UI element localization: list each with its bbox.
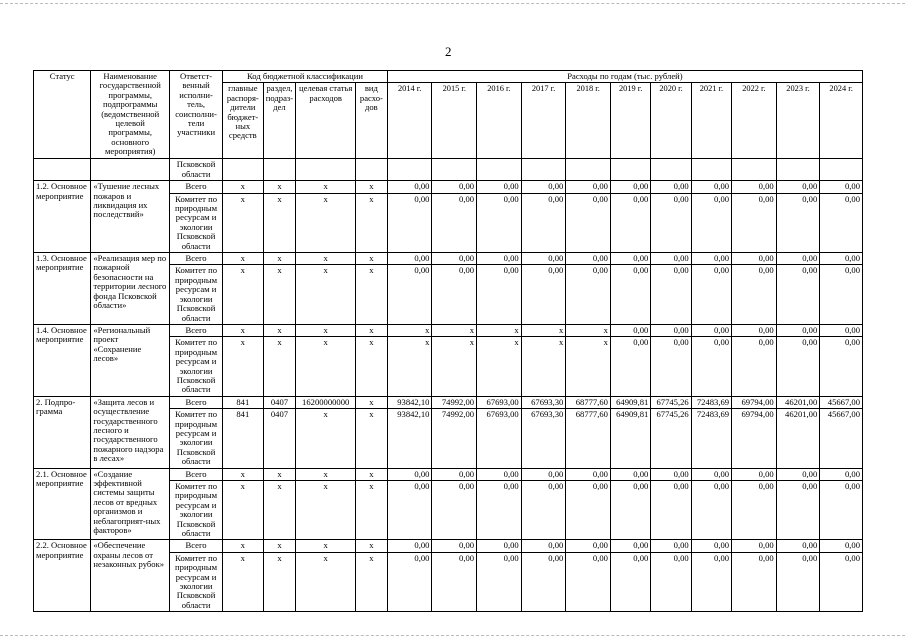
header-year: 2024 г. bbox=[820, 83, 863, 159]
expense-cell: 0,00 bbox=[521, 552, 566, 611]
expense-cell: 64909,81 bbox=[610, 396, 650, 408]
program-name: «Региональный проект «Сохранение лесов» bbox=[91, 324, 170, 396]
carry-over-row bbox=[34, 159, 863, 181]
expense-cell: 0,00 bbox=[820, 324, 863, 336]
program-row-total bbox=[34, 253, 863, 265]
program-row-total bbox=[34, 396, 863, 408]
expense-cell: 68777,60 bbox=[566, 409, 611, 468]
expense-cell: 0,00 bbox=[732, 337, 777, 396]
bk-code-cell: x bbox=[355, 552, 387, 611]
bk-code-cell: 16200000000 bbox=[296, 396, 356, 408]
expense-cell: 0,00 bbox=[610, 552, 650, 611]
expense-cell: 0,00 bbox=[776, 324, 820, 336]
executor-cell: Всего bbox=[170, 253, 223, 265]
expense-cell: 0,00 bbox=[691, 324, 731, 336]
expense-cell: 0,00 bbox=[651, 540, 691, 552]
header-year: 2014 г. bbox=[387, 83, 432, 159]
expense-cell: 0,00 bbox=[820, 193, 863, 252]
expense-cell: 0,00 bbox=[610, 181, 650, 193]
bk-code-cell: x bbox=[355, 181, 387, 193]
expense-cell: 0,00 bbox=[651, 468, 691, 480]
expense-cell: 0,00 bbox=[651, 324, 691, 336]
expense-cell: 0,00 bbox=[776, 253, 820, 265]
bk-code-cell: x bbox=[296, 181, 356, 193]
expense-cell: x bbox=[477, 337, 522, 396]
bk-code-cell: x bbox=[223, 481, 263, 540]
bk-code-cell: x bbox=[355, 253, 387, 265]
expense-cell: 0,00 bbox=[566, 265, 611, 324]
header-year: 2020 г. bbox=[651, 83, 691, 159]
expense-cell: 0,00 bbox=[610, 324, 650, 336]
expense-cell: 0,00 bbox=[521, 253, 566, 265]
bk-code-cell: x bbox=[355, 193, 387, 252]
bk-code-cell: x bbox=[223, 181, 263, 193]
bk-code-cell: x bbox=[355, 468, 387, 480]
expense-cell: 0,00 bbox=[477, 181, 522, 193]
expense-cell: 69794,00 bbox=[732, 396, 777, 408]
header-bk-section: раздел, подраз-дел bbox=[263, 83, 296, 159]
bk-code-cell: x bbox=[263, 265, 296, 324]
expense-cell: 0,00 bbox=[387, 265, 432, 324]
header-year: 2019 г. bbox=[610, 83, 650, 159]
bk-code-cell: x bbox=[223, 552, 263, 611]
expense-cell: 0,00 bbox=[651, 181, 691, 193]
expense-cell: 0,00 bbox=[477, 540, 522, 552]
expense-cell: 0,00 bbox=[732, 253, 777, 265]
bk-code-cell: x bbox=[296, 409, 356, 468]
expense-cell: x bbox=[566, 337, 611, 396]
expense-cell: x bbox=[566, 324, 611, 336]
expense-cell: 0,00 bbox=[566, 181, 611, 193]
expense-cell: 0,00 bbox=[477, 265, 522, 324]
expense-cell: 67693,30 bbox=[521, 409, 566, 468]
expense-cell: 0,00 bbox=[732, 324, 777, 336]
expense-cell: 0,00 bbox=[820, 265, 863, 324]
expense-cell: x bbox=[387, 337, 432, 396]
expense-cell: 0,00 bbox=[387, 253, 432, 265]
bk-code-cell: x bbox=[263, 181, 296, 193]
expense-cell: 0,00 bbox=[691, 540, 731, 552]
expense-cell: 0,00 bbox=[651, 265, 691, 324]
expense-cell: 72483,69 bbox=[691, 396, 731, 408]
header-executor: Ответст-венный исполни-тель, соисполни-тели участники bbox=[170, 71, 223, 159]
expense-cell: 0,00 bbox=[387, 468, 432, 480]
expense-cell: 74992,00 bbox=[432, 409, 477, 468]
bk-code-cell: x bbox=[263, 193, 296, 252]
expense-cell: 46201,00 bbox=[776, 409, 820, 468]
expense-cell: 0,00 bbox=[387, 481, 432, 540]
expense-cell: 0,00 bbox=[776, 265, 820, 324]
program-name: «Реализация мер по пожарной безопасности на территории лесного фонда Псковской области» bbox=[91, 253, 170, 325]
bk-code-cell: x bbox=[223, 540, 263, 552]
expense-cell: 0,00 bbox=[776, 552, 820, 611]
expense-cell: 0,00 bbox=[477, 253, 522, 265]
expense-cell: 0,00 bbox=[432, 468, 477, 480]
executor-cell: Всего bbox=[170, 540, 223, 552]
executor-cell: Комитет по природным ресурсам и экологии Псковской области bbox=[170, 265, 223, 324]
expense-cell: 0,00 bbox=[477, 481, 522, 540]
expense-cell: 0,00 bbox=[432, 481, 477, 540]
expense-cell: 0,00 bbox=[610, 540, 650, 552]
bk-code-cell: x bbox=[223, 324, 263, 336]
expense-cell: 0,00 bbox=[691, 193, 731, 252]
expense-cell: 0,00 bbox=[566, 540, 611, 552]
expense-cell: 0,00 bbox=[521, 540, 566, 552]
expense-cell: 67693,30 bbox=[521, 396, 566, 408]
expense-cell: 0,00 bbox=[432, 552, 477, 611]
expense-cell: 0,00 bbox=[610, 337, 650, 396]
expense-cell: 0,00 bbox=[776, 540, 820, 552]
bk-code-cell: 841 bbox=[223, 409, 263, 468]
bk-code-cell: 841 bbox=[223, 396, 263, 408]
expense-cell: 0,00 bbox=[566, 193, 611, 252]
header-row-1 bbox=[34, 71, 863, 83]
bk-code-cell: x bbox=[223, 468, 263, 480]
expense-cell: 0,00 bbox=[651, 193, 691, 252]
scan-edge-bottom bbox=[0, 635, 905, 636]
expense-cell: 0,00 bbox=[610, 193, 650, 252]
expense-cell: 0,00 bbox=[691, 265, 731, 324]
executor-cell: Комитет по природным ресурсам и экологии Псковской области bbox=[170, 481, 223, 540]
bk-code-cell: x bbox=[296, 193, 356, 252]
expense-cell: 0,00 bbox=[732, 265, 777, 324]
expense-cell: 64909,81 bbox=[610, 409, 650, 468]
expense-cell: 0,00 bbox=[387, 552, 432, 611]
bk-code-cell: x bbox=[355, 540, 387, 552]
bk-code-cell: x bbox=[355, 409, 387, 468]
executor-cell: Комитет по природным ресурсам и экологии Псковской области bbox=[170, 552, 223, 611]
bk-code-cell: x bbox=[223, 337, 263, 396]
expense-cell: 67693,00 bbox=[477, 409, 522, 468]
header-year: 2016 г. bbox=[477, 83, 522, 159]
program-row-total bbox=[34, 324, 863, 336]
bk-code-cell: x bbox=[296, 337, 356, 396]
header-year: 2015 г. bbox=[432, 83, 477, 159]
expense-cell: 45667,00 bbox=[820, 396, 863, 408]
expense-cell: 45667,00 bbox=[820, 409, 863, 468]
expense-cell: 0,00 bbox=[432, 265, 477, 324]
expense-cell: x bbox=[521, 337, 566, 396]
expense-cell: x bbox=[432, 324, 477, 336]
executor-cell: Всего bbox=[170, 181, 223, 193]
expense-cell: 0,00 bbox=[820, 481, 863, 540]
bk-code-cell: x bbox=[263, 468, 296, 480]
expense-cell: 0,00 bbox=[566, 481, 611, 540]
program-name: «Обеспечение охраны лесов от незаконных рубок» bbox=[91, 540, 170, 612]
header-year: 2022 г. bbox=[732, 83, 777, 159]
expense-cell: 0,00 bbox=[432, 193, 477, 252]
expense-cell: 68777,60 bbox=[566, 396, 611, 408]
header-year: 2023 г. bbox=[776, 83, 820, 159]
executor-cell: Комитет по природным ресурсам и экологии Псковской области bbox=[170, 193, 223, 252]
bk-code-cell: x bbox=[263, 253, 296, 265]
bk-code-cell: x bbox=[296, 253, 356, 265]
expense-cell: 0,00 bbox=[691, 337, 731, 396]
expense-cell: 0,00 bbox=[732, 193, 777, 252]
expense-cell: 46201,00 bbox=[776, 396, 820, 408]
expense-cell: 0,00 bbox=[776, 181, 820, 193]
expense-cell: 0,00 bbox=[732, 540, 777, 552]
expense-cell: 0,00 bbox=[820, 337, 863, 396]
program-status: 1.4. Основное мероприятие bbox=[34, 324, 91, 396]
expense-cell: 0,00 bbox=[691, 253, 731, 265]
header-year: 2021 г. bbox=[691, 83, 731, 159]
carry-over-executor: Псковской области bbox=[170, 159, 223, 181]
header-year: 2018 г. bbox=[566, 83, 611, 159]
expense-cell: 0,00 bbox=[521, 481, 566, 540]
program-row-total bbox=[34, 181, 863, 193]
expense-cell: 69794,00 bbox=[732, 409, 777, 468]
header-year: 2017 г. bbox=[521, 83, 566, 159]
expense-cell: x bbox=[477, 324, 522, 336]
expense-cell: 0,00 bbox=[776, 468, 820, 480]
bk-code-cell: x bbox=[223, 193, 263, 252]
bk-code-cell: x bbox=[263, 552, 296, 611]
program-status: 1.2. Основное мероприятие bbox=[34, 181, 91, 253]
bk-code-cell: x bbox=[296, 552, 356, 611]
bk-code-cell: x bbox=[296, 324, 356, 336]
bk-code-cell: x bbox=[355, 337, 387, 396]
executor-cell: Комитет по природным ресурсам и экологии Псковской области bbox=[170, 409, 223, 468]
budget-table bbox=[33, 70, 863, 612]
expense-cell: 0,00 bbox=[820, 468, 863, 480]
expense-cell: 0,00 bbox=[477, 193, 522, 252]
expense-cell: 0,00 bbox=[387, 181, 432, 193]
expense-cell: 93842,10 bbox=[387, 396, 432, 408]
expense-cell: 0,00 bbox=[732, 181, 777, 193]
expense-cell: 0,00 bbox=[566, 552, 611, 611]
header-bk-group: Код бюджетной классификации bbox=[223, 71, 388, 83]
expense-cell: 0,00 bbox=[477, 468, 522, 480]
expense-cell: 0,00 bbox=[691, 552, 731, 611]
expense-cell: 0,00 bbox=[521, 468, 566, 480]
program-name: «Тушение лесных пожаров и ликвидация их последствий» bbox=[91, 181, 170, 253]
expense-cell: 0,00 bbox=[691, 468, 731, 480]
bk-code-cell: x bbox=[355, 481, 387, 540]
header-status: Статус bbox=[34, 71, 91, 159]
expense-cell: 0,00 bbox=[691, 481, 731, 540]
bk-code-cell: x bbox=[355, 265, 387, 324]
expense-cell: 0,00 bbox=[521, 265, 566, 324]
program-status: 1.3. Основное мероприятие bbox=[34, 253, 91, 325]
expense-cell: 0,00 bbox=[691, 181, 731, 193]
bk-code-cell: x bbox=[263, 337, 296, 396]
executor-cell: Всего bbox=[170, 324, 223, 336]
program-name: «Защита лесов и осуществление государственного лесного и государственного пожарного надзора в лесах» bbox=[91, 396, 170, 468]
expense-cell: x bbox=[432, 337, 477, 396]
program-row-total bbox=[34, 468, 863, 480]
bk-code-cell: x bbox=[296, 265, 356, 324]
expense-cell: 0,00 bbox=[387, 540, 432, 552]
expense-cell: x bbox=[521, 324, 566, 336]
expense-cell: 72483,69 bbox=[691, 409, 731, 468]
header-expenses-group: Расходы по годам (тыс. рублей) bbox=[387, 71, 862, 83]
bk-code-cell: x bbox=[223, 265, 263, 324]
header-name: Наименование государственной программы, подпрограммы (ведомственной целевой программы, основного мероприятия) bbox=[91, 71, 170, 159]
expense-cell: 0,00 bbox=[610, 253, 650, 265]
executor-cell: Всего bbox=[170, 396, 223, 408]
expense-cell: 0,00 bbox=[387, 193, 432, 252]
bk-code-cell: 0407 bbox=[263, 409, 296, 468]
expense-cell: 0,00 bbox=[521, 181, 566, 193]
expense-cell: 0,00 bbox=[776, 193, 820, 252]
program-status: 2.2. Основное мероприятие bbox=[34, 540, 91, 612]
program-name: «Создание эффективной системы защиты лесов от вредных организмов и неблагоприят-ных факторов» bbox=[91, 468, 170, 540]
executor-cell: Комитет по природным ресурсам и экологии Псковской области bbox=[170, 337, 223, 396]
expense-cell: 0,00 bbox=[820, 552, 863, 611]
program-row-total bbox=[34, 540, 863, 552]
expense-cell: 0,00 bbox=[820, 540, 863, 552]
expense-cell: 93842,10 bbox=[387, 409, 432, 468]
bk-code-cell: x bbox=[296, 540, 356, 552]
bk-code-cell: x bbox=[263, 324, 296, 336]
expense-cell: 0,00 bbox=[651, 253, 691, 265]
expense-cell: 0,00 bbox=[566, 253, 611, 265]
expense-cell: 67745,26 bbox=[651, 409, 691, 468]
expense-cell: 0,00 bbox=[432, 181, 477, 193]
expense-cell: 0,00 bbox=[776, 337, 820, 396]
expense-cell: 0,00 bbox=[566, 468, 611, 480]
bk-code-cell: x bbox=[355, 324, 387, 336]
expense-cell: 0,00 bbox=[651, 552, 691, 611]
bk-code-cell: x bbox=[223, 253, 263, 265]
expense-cell: 0,00 bbox=[651, 481, 691, 540]
header-bk-grbs: главные распоря-дители бюджет-ных средств bbox=[223, 83, 263, 159]
bk-code-cell: x bbox=[296, 468, 356, 480]
bk-code-cell: 0407 bbox=[263, 396, 296, 408]
expense-cell: 74992,00 bbox=[432, 396, 477, 408]
page-number: 2 bbox=[445, 44, 452, 59]
bk-code-cell: x bbox=[263, 540, 296, 552]
expense-cell: 0,00 bbox=[432, 540, 477, 552]
expense-cell: 0,00 bbox=[732, 481, 777, 540]
expense-cell: x bbox=[387, 324, 432, 336]
expense-cell: 0,00 bbox=[820, 253, 863, 265]
expense-cell: 0,00 bbox=[776, 481, 820, 540]
expense-cell: 0,00 bbox=[610, 468, 650, 480]
expense-cell: 0,00 bbox=[732, 468, 777, 480]
expense-cell: 0,00 bbox=[477, 552, 522, 611]
expense-cell: 0,00 bbox=[432, 253, 477, 265]
expense-cell: 0,00 bbox=[651, 337, 691, 396]
expense-cell: 0,00 bbox=[521, 193, 566, 252]
scan-edge-top bbox=[0, 3, 905, 4]
program-status: 2.1. Основное мероприятие bbox=[34, 468, 91, 540]
expense-cell: 0,00 bbox=[610, 481, 650, 540]
expense-cell: 0,00 bbox=[610, 265, 650, 324]
header-bk-target: целевая статья расходов bbox=[296, 83, 356, 159]
expense-cell: 67745,26 bbox=[651, 396, 691, 408]
program-status: 2. Подпро-грамма bbox=[34, 396, 91, 468]
bk-code-cell: x bbox=[296, 481, 356, 540]
expense-cell: 0,00 bbox=[732, 552, 777, 611]
expense-cell: 0,00 bbox=[820, 181, 863, 193]
expense-cell: 67693,00 bbox=[477, 396, 522, 408]
bk-code-cell: x bbox=[263, 481, 296, 540]
executor-cell: Всего bbox=[170, 468, 223, 480]
header-bk-type: вид расхо-дов bbox=[355, 83, 387, 159]
bk-code-cell: x bbox=[355, 396, 387, 408]
